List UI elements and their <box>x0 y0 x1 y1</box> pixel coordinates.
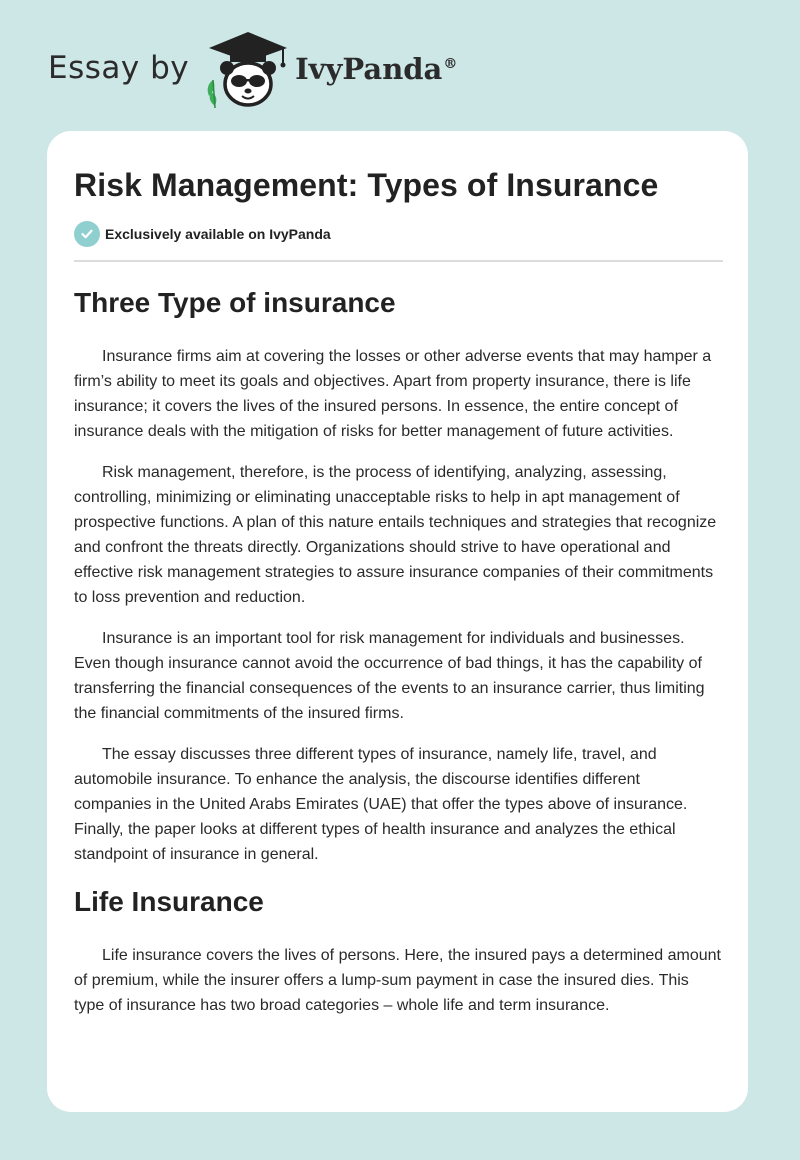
section-body <box>74 344 721 867</box>
site-header <box>48 30 457 110</box>
divider <box>74 260 723 262</box>
essay-card <box>47 131 748 1112</box>
paragraph: Life insurance covers the lives of persons. Here, the insured pays a determined amount of premium, while the insurer offers a lump-sum payment in case the insured dies. This type of insurance has two broad categories – whole life and term insurance. <box>74 947 721 1014</box>
registered-mark: ® <box>443 56 458 72</box>
section-heading: Three Type of insurance <box>74 287 396 318</box>
check-circle-icon <box>74 221 100 247</box>
paragraph: Risk management, therefore, is the process of identifying, analyzing, assessing, controlling, minimizing or eliminating unacceptable risks to help in apt management of prospective functions. A plan of this nature entails techniques and strategies that recognize and confront the threats directly. Organizations should strive to have operational and effective risk management strategies to assure insurance companies of their commitments to loss prevention and reduction. <box>74 464 717 606</box>
essay-by-label: Essay by <box>48 50 190 86</box>
section-heading: Life Insurance <box>74 886 264 917</box>
brand-name[interactable] <box>295 52 457 86</box>
exclusive-badge <box>74 221 721 247</box>
brand-name-text: IvyPanda <box>295 52 443 86</box>
paragraph: Insurance is an important tool for risk management for individuals and businesses. Even though insurance cannot avoid the occurrence of bad things, it has the capability of transferring the financial consequences of the events to an insurance carrier, thus limiting the financial commitments of the insured firms. <box>74 630 705 722</box>
paragraph: Insurance firms aim at covering the losses or other adverse events that may hamper a firm’s ability to meet its goals and objectives. Apart from property insurance, there is life insurance; it covers the lives of the insured persons. In essence, the entire concept of insurance deals with the mitigation of risks for better management of future activities. <box>74 348 712 440</box>
paragraph: The essay discusses three different types of insurance, namely life, travel, and automobile insurance. To enhance the analysis, the discourse identifies different companies in the United Arabs Emirates (UAE) that offer the types above of insurance. Finally, the paper looks at different types of health insurance and analyzes the ethical standpoint of insurance in general. <box>74 746 688 863</box>
page-title: Risk Management: Types of Insurance <box>74 167 659 203</box>
badge-text: Exclusively available on IvyPanda <box>105 226 331 242</box>
section-body <box>74 943 721 1018</box>
panda-logo-icon[interactable] <box>203 30 293 110</box>
